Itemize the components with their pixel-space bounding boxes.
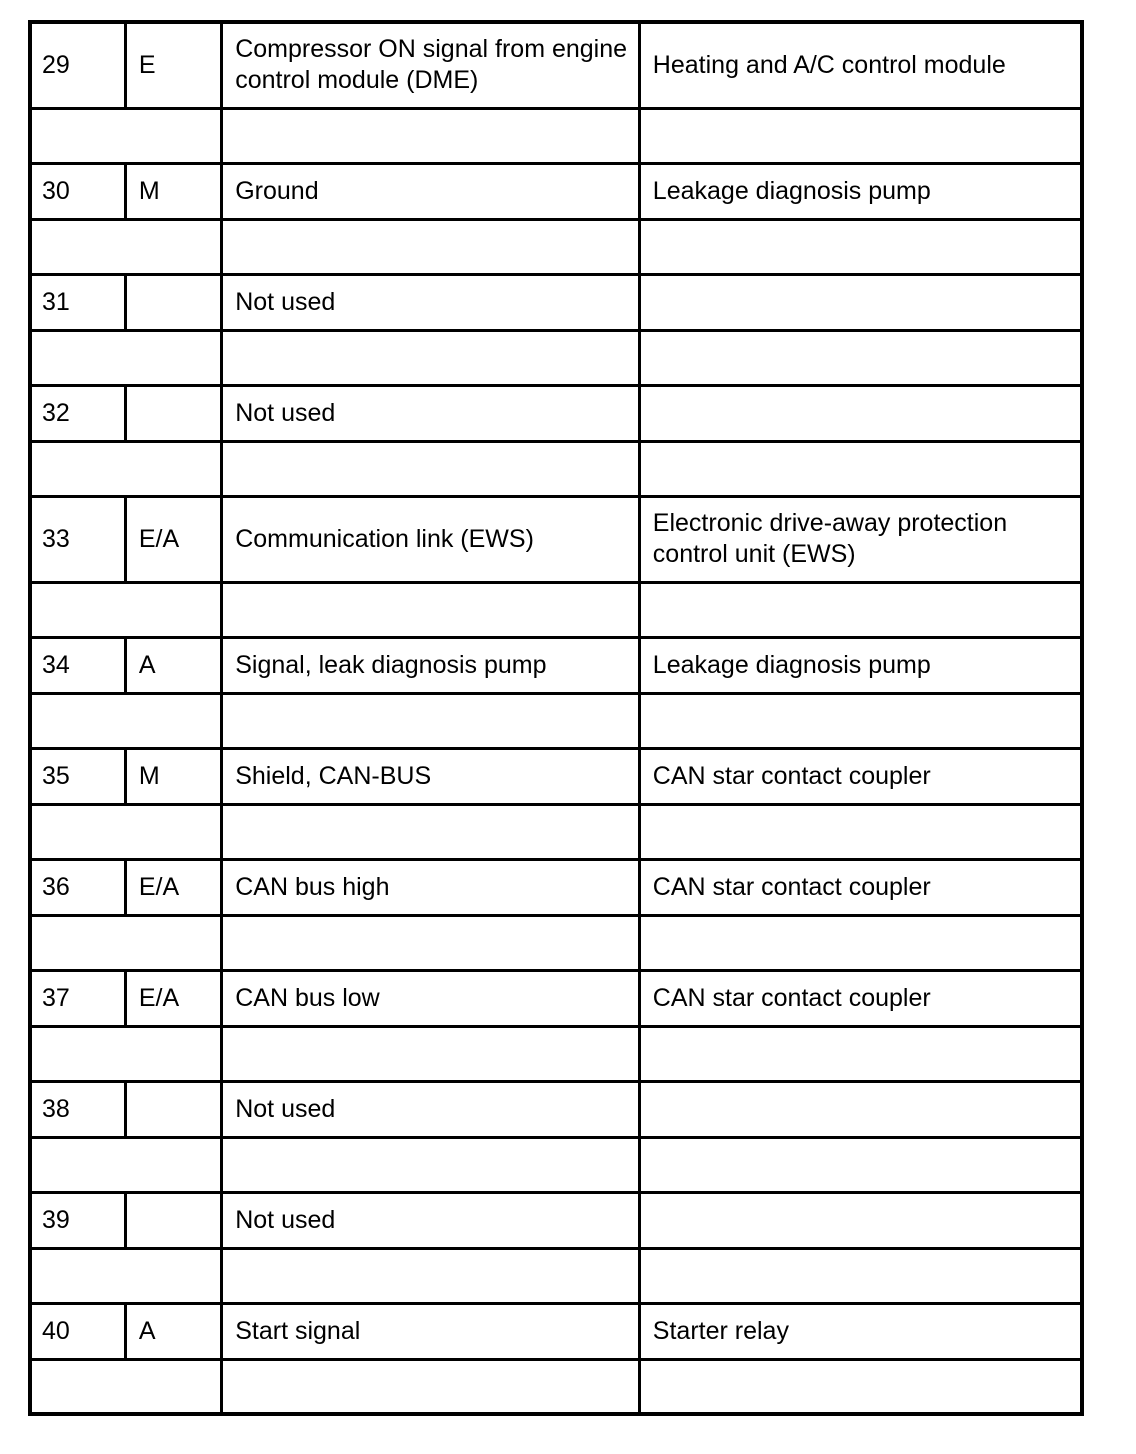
signal-type (125, 274, 221, 330)
pin-number: 40 (30, 1303, 125, 1359)
connected-component: Heating and A/C control module (639, 22, 1082, 108)
spacer-row (30, 915, 1082, 970)
table-row (30, 970, 1082, 1026)
table-row (30, 1192, 1082, 1248)
connected-component (639, 274, 1082, 330)
connected-component: CAN star contact coupler (639, 970, 1082, 1026)
spacer-row (30, 582, 1082, 637)
signal-type (125, 1192, 221, 1248)
signal-type: A (125, 1303, 221, 1359)
pin-number: 32 (30, 385, 125, 441)
spacer-row (30, 693, 1082, 748)
table-row (30, 496, 1082, 582)
pin-description: Not used (222, 1192, 640, 1248)
spacer-row (30, 441, 1082, 496)
connected-component: CAN star contact coupler (639, 748, 1082, 804)
pin-number: 30 (30, 163, 125, 219)
table-row (30, 385, 1082, 441)
pin-number: 38 (30, 1081, 125, 1137)
signal-type: E/A (125, 859, 221, 915)
spacer-row (30, 1026, 1082, 1081)
signal-type: E/A (125, 970, 221, 1026)
connected-component (639, 385, 1082, 441)
table-row (30, 274, 1082, 330)
pin-description: Signal, leak diagnosis pump (222, 637, 640, 693)
table-row (30, 859, 1082, 915)
signal-type (125, 385, 221, 441)
spacer-row (30, 1248, 1082, 1303)
pin-description: Shield, CAN-BUS (222, 748, 640, 804)
connected-component: Leakage diagnosis pump (639, 637, 1082, 693)
spacer-row (30, 219, 1082, 274)
table-row (30, 1303, 1082, 1359)
connected-component: Leakage diagnosis pump (639, 163, 1082, 219)
pin-description: CAN bus low (222, 970, 640, 1026)
signal-type (125, 1081, 221, 1137)
pin-description: Start signal (222, 1303, 640, 1359)
connected-component: Electronic drive-away protection control unit (EWS) (639, 496, 1082, 582)
pin-number: 34 (30, 637, 125, 693)
pin-number: 29 (30, 22, 125, 108)
pin-number: 37 (30, 970, 125, 1026)
spacer-row (30, 1137, 1082, 1192)
pin-number: 33 (30, 496, 125, 582)
table-row (30, 22, 1082, 108)
spacer-row (30, 108, 1082, 163)
signal-type: E/A (125, 496, 221, 582)
connected-component: CAN star contact coupler (639, 859, 1082, 915)
pin-description: Not used (222, 1081, 640, 1137)
spacer-row (30, 330, 1082, 385)
connected-component (639, 1081, 1082, 1137)
spacer-row (30, 804, 1082, 859)
pin-description: Not used (222, 274, 640, 330)
pin-description: Ground (222, 163, 640, 219)
table-row (30, 163, 1082, 219)
pin-number: 39 (30, 1192, 125, 1248)
spacer-row (30, 1359, 1082, 1414)
signal-type: M (125, 163, 221, 219)
table-row (30, 637, 1082, 693)
signal-type: A (125, 637, 221, 693)
table-row (30, 748, 1082, 804)
pin-number: 35 (30, 748, 125, 804)
pin-number: 31 (30, 274, 125, 330)
pin-number: 36 (30, 859, 125, 915)
pin-assignment-table (28, 20, 1084, 1416)
connected-component: Starter relay (639, 1303, 1082, 1359)
signal-type: M (125, 748, 221, 804)
connected-component (639, 1192, 1082, 1248)
pin-description: Not used (222, 385, 640, 441)
pin-description: Communication link (EWS) (222, 496, 640, 582)
pin-description: CAN bus high (222, 859, 640, 915)
signal-type: E (125, 22, 221, 108)
pin-description: Compressor ON signal from engine control module (DME) (222, 22, 640, 108)
table-row (30, 1081, 1082, 1137)
